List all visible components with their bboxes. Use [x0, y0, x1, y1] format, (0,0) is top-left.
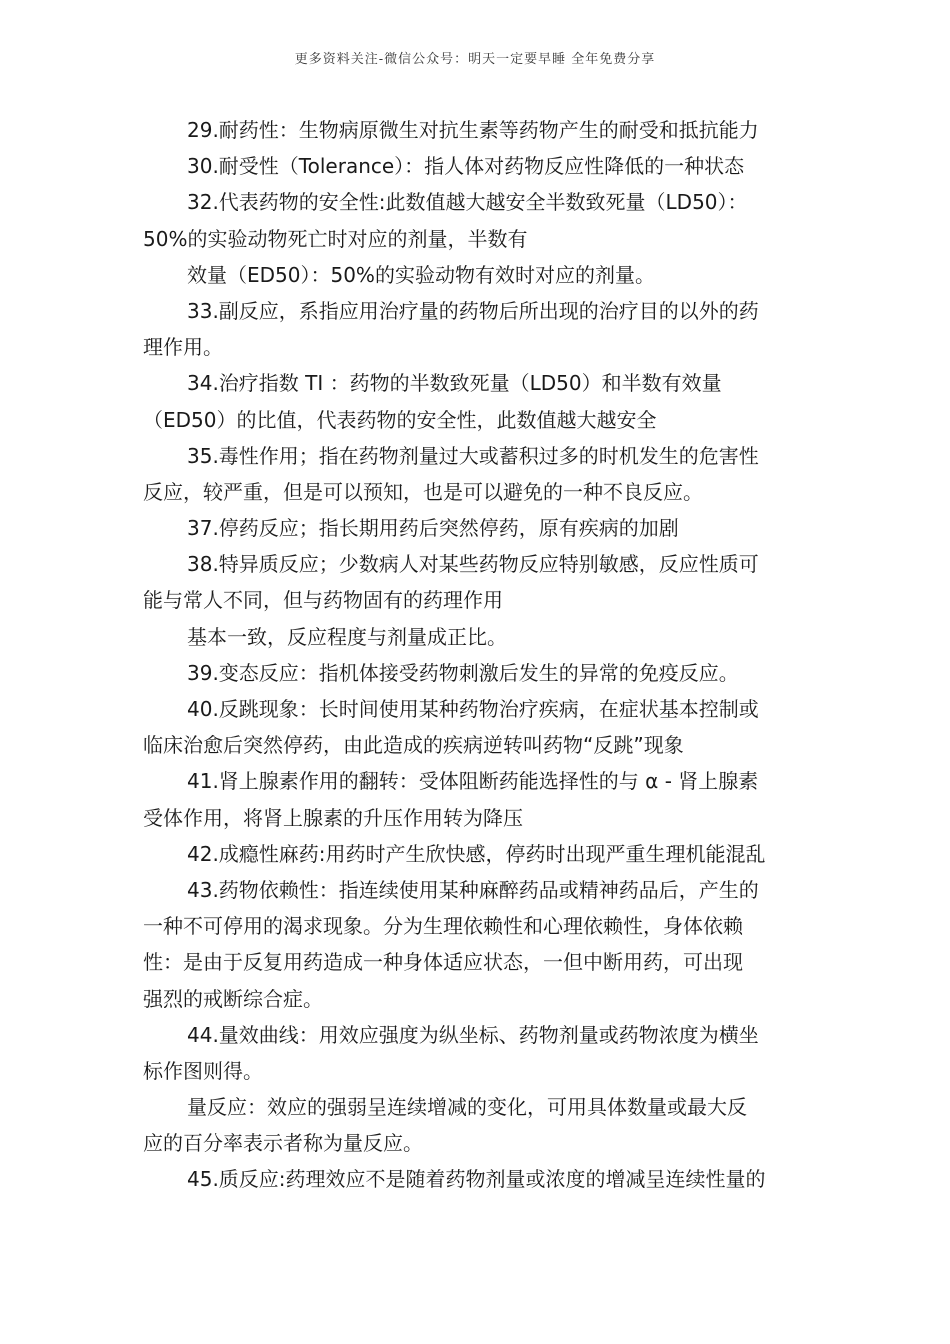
text-line: 强烈的戒断综合症。: [143, 986, 323, 1011]
text-line: 38.特异质反应；少数病人对某些药物反应特别敏感，反应性质可: [187, 552, 759, 577]
text-line: 40.反跳现象：长时间使用某种药物治疗疾病，在症状基本控制或: [187, 697, 759, 721]
text-line: 基本一致，反应程度与剂量成正比。: [187, 624, 507, 649]
text-line: 量反应：效应的强弱呈连续增减的变化，可用具体数量或最大反: [187, 1095, 747, 1120]
text-line: 30.耐受性（Tolerance）：指人体对药物反应性降低的一种状态: [187, 154, 745, 179]
page-header: 更多资料关注-微信公众号：明天一定要早睡 全年免费分享: [294, 52, 656, 67]
text-line: 42.成瘾性麻药:用药时产生欣快感，停药时出现严重生理机能混乱: [187, 841, 766, 866]
text-line: 效量（ED50）：50%的实验动物有效时对应的剂量。: [187, 262, 655, 287]
text-line: 35.毒性作用；指在药物剂量过大或蓄积过多的时机发生的危害性: [187, 443, 759, 468]
text-line: 41.肾上腺素作用的翻转：受体阻断药能选择性的与 α - 肾上腺素: [187, 769, 759, 794]
text-line: 37.停药反应；指长期用药后突然停药，原有疾病的加剧: [187, 516, 679, 541]
text-line: 标作图则得。: [143, 1058, 263, 1083]
text-line: 45.质反应:药理效应不是随着药物剂量或浓度的增减呈连续性量的: [187, 1167, 766, 1192]
text-line: （ED50）的比值，代表药物的安全性，此数值越大越安全: [143, 407, 657, 432]
text-line: 受体作用，将肾上腺素的升压作用转为降压: [143, 805, 523, 830]
text-line: 39.变态反应：指机体接受药物刺激后发生的异常的免疫反应。: [187, 660, 739, 685]
text-line: 29.耐药性：生物病原微生对抗生素等药物产生的耐受和抵抗能力: [187, 118, 759, 142]
text-line: 性：是由于反复用药造成一种身体适应状态，一但中断用药，可出现: [143, 950, 743, 975]
text-line: 33.副反应，系指应用治疗量的药物后所出现的治疗目的以外的药: [187, 298, 759, 323]
document-body: [143, 112, 811, 1198]
text-line: 43.药物依赖性：指连续使用某种麻醉药品或精神药品后，产生的: [187, 877, 759, 902]
text-line: 34.治疗指数 TI ：药物的半数致死量（LD50）和半数有效量: [187, 371, 722, 396]
text-line: 44.量效曲线：用效应强度为纵坐标、药物剂量或药物浓度为横坐: [187, 1022, 759, 1047]
text-line: 反应，较严重，但是可以预知，也是可以避免的一种不良反应。: [143, 479, 703, 504]
text-line: 能与常人不同，但与药物固有的药理作用: [143, 588, 503, 613]
text-line: 50%的实验动物死亡时对应的剂量，半数有: [143, 226, 528, 251]
text-line: 32.代表药物的安全性:此数值越大越安全半数致死量（LD50）：: [187, 190, 748, 215]
text-line: 理作用。: [143, 335, 223, 360]
text-line: 一种不可停用的渴求现象。分为生理依赖性和心理依赖性，身体依赖: [143, 914, 743, 939]
text-line: 应的百分率表示者称为量反应。: [143, 1131, 423, 1156]
text-line: 临床治愈后突然停药，由此造成的疾病逆转叫药物“反跳”现象: [143, 733, 684, 758]
